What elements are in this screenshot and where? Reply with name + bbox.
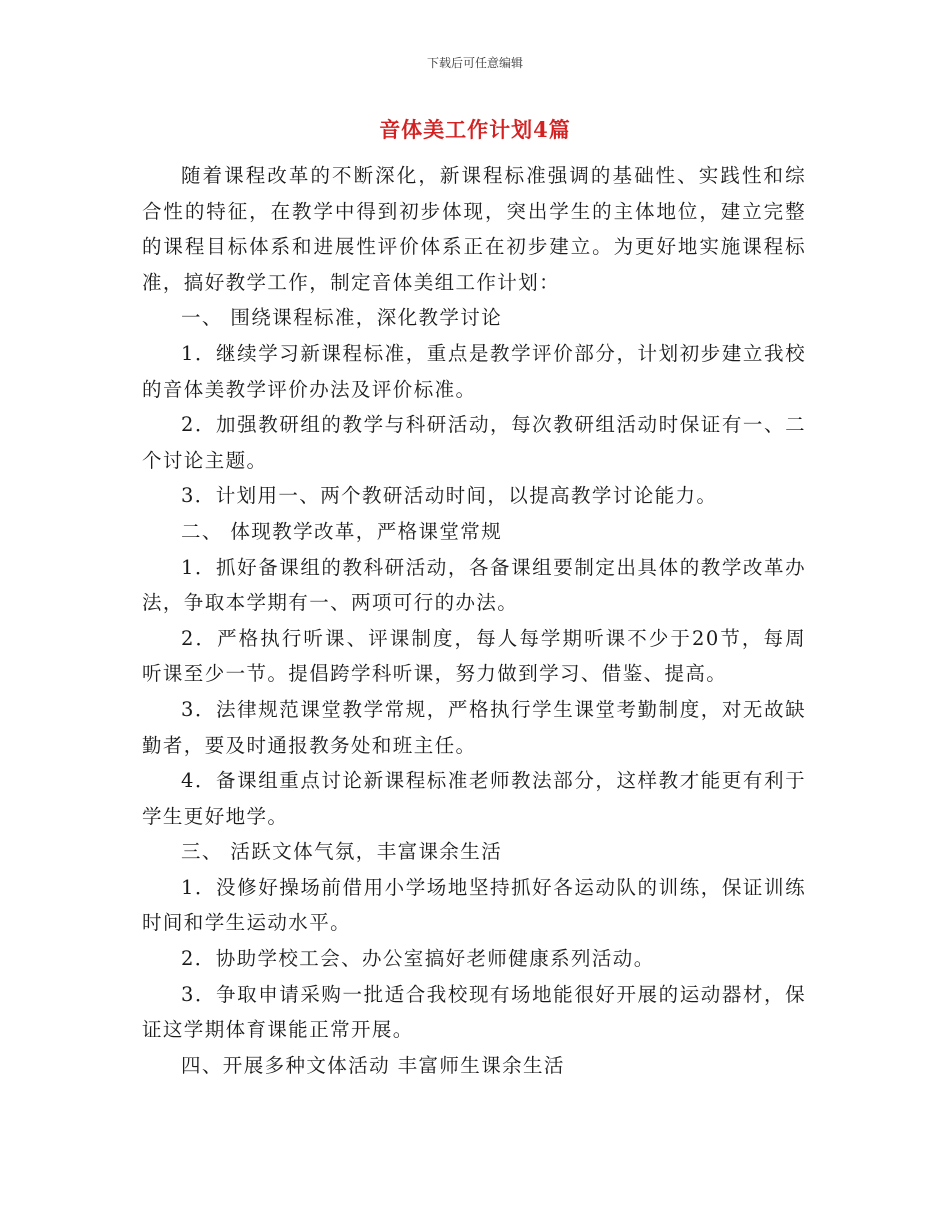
section-heading-3: 三、 活跃文体气氛，丰富课余生活 [181,840,503,864]
section-heading-4: 四、开展多种文体活动 丰富师生课余生活 [181,1053,565,1077]
document-body [142,158,806,1083]
section-3-item-2: 2．协助学校工会、办公室搞好老师健康系列活动。 [181,947,655,971]
section-1-item-2: 2．加强教研组的教学与科研活动，每次教研组活动时保证有一、二个讨论主题。 [142,413,806,472]
section-2-item-4: 4．备课组重点讨论新课程标准老师教法部分，这样教才能更有利于学生更好地学。 [142,769,806,828]
section-2-item-2: 2．严格执行听课、评课制度，每人每学期听课不少于20节，每周听课至少一节。提倡跨学科听课，努力做到学习、借鉴、提高。 [142,626,806,686]
intro-paragraph: 随着课程改革的不断深化，新课程标准强调的基础性、实践性和综合性的特征，在教学中得到初步体现，突出学生的主体地位，建立完整的课程目标体系和进展性评价体系正在初步建立。为更好地实施课程标准，搞好教学工作，制定音体美组工作计划： [142,164,806,294]
section-1-item-1: 1．继续学习新课程标准，重点是教学评价部分，计划初步建立我校的音体美教学评价办法及评价标准。 [142,341,806,401]
section-2-item-3: 3．法律规范课堂教学常规，严格执行学生课堂考勤制度，对无故缺勤者，要及时通报教务处和班主任。 [142,697,806,757]
section-3-item-3: 3．争取申请采购一批适合我校现有场地能很好开展的运动器材，保证这学期体育课能正常开展。 [142,982,806,1042]
header-note: 下载后可任意编辑 [426,56,523,70]
section-3-item-1: 1．没修好操场前借用小学场地坚持抓好各运动队的训练，保证训练时间和学生运动水平。 [142,875,806,935]
section-1-item-3: 3．计划用一、两个教研活动时间，以提高教学讨论能力。 [181,484,718,508]
section-heading-2: 二、 体现教学改革，严格课堂常规 [181,519,503,543]
section-heading-1: 一、 围绕课程标准，深化教学讨论 [181,306,503,330]
section-2-item-1: 1．抓好备课组的教科研活动，各备课组要制定出具体的教学改革办法，争取本学期有一、两项可行的办法。 [142,555,806,615]
document-title: 音体美工作计划4篇 [379,117,571,142]
